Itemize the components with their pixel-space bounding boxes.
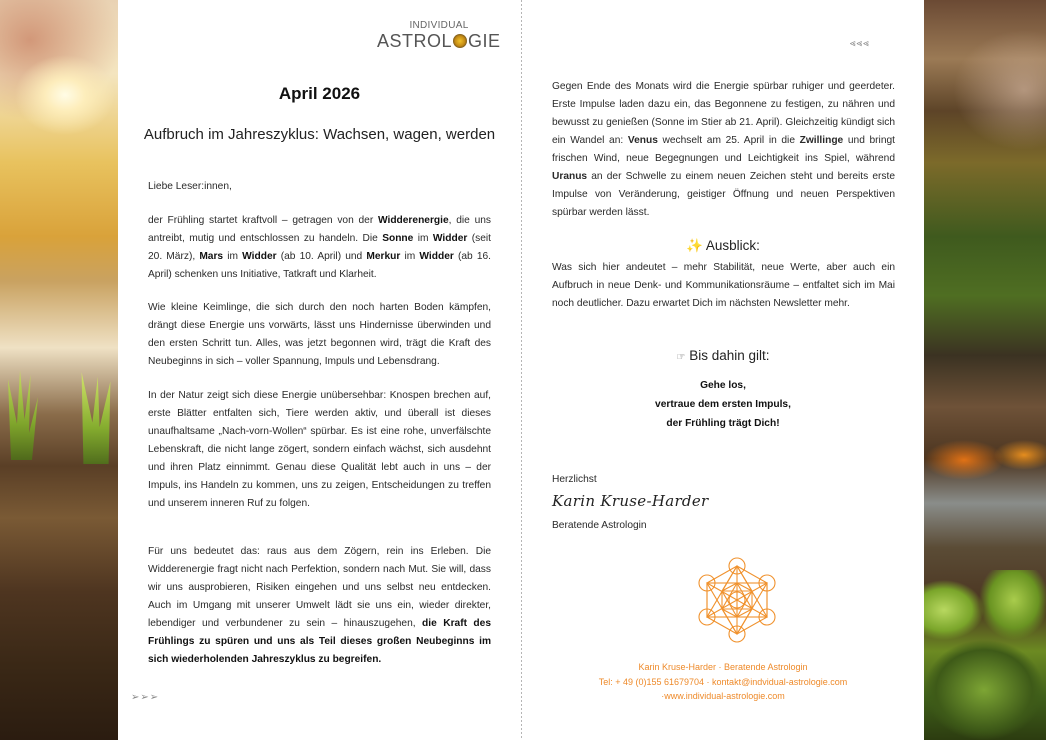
- right-page: [522, 0, 924, 740]
- motto: [522, 376, 924, 433]
- paragraph-monatsende: Gegen Ende des Monats wird die Energie spürbar ruhiger und geerdeter. Erste Impulse laden dazu ein, das Begonnene zu festigen, zu nähren und bewusst zu genießen (Sonne im Stier ab 21. April). Gleichzeitig kündigt sich ein Wandel an: Venus wechselt am 25. April in die Zwillinge und bringt frischen Wind, neue Begegnungen und Leichtigkeit ins Spiel, während Uranus an der Schwelle zu einem neuen Zeichen steht und bereits erste Impulse von Veränderung, geistiger Öffnung und neuen Perspektiven spürbar werden lässt.: [552, 81, 895, 218]
- metatrons-cube-icon: [696, 556, 778, 644]
- motto-line: vertraue dem ersten Impuls,: [655, 399, 791, 410]
- paragraph-widder: der Frühling startet kraftvoll – getragen von der Widderenergie, die uns antreibt, mutig und entschlossen zu handeln. Die Sonne im Widder (seit 20. März), Mars im Widder (ab 10. April) und Merkur im Widder (ab 16. April) schenken uns Initiative, Tatkraft und Klarheit.: [148, 215, 491, 280]
- footer-contact-line[interactable]: Tel: + 49 (0)155 61679704 · kontakt@indvidual-astrologie.com: [598, 676, 848, 687]
- ausblick-heading: ✨ Ausblick:: [686, 238, 760, 253]
- logo-main-before: ASTROL: [377, 31, 453, 51]
- left-page: [118, 0, 521, 740]
- ausblick-text: Was sich hier andeutet – mehr Stabilität, neue Werte, aber auch ein Aufbruch in neue Denk- und Kommunikationsräume – entfaltet sich im Mai noch deutlicher. Dazu erwartet Dich im nächsten Newsletter mehr.: [552, 262, 895, 309]
- motto-line: der Frühling trägt Dich!: [666, 418, 780, 429]
- paragraph-keimlinge: Wie kleine Keimlinge, die sich durch den noch harten Boden kämpfen, drängt diese Energie uns vorwärts, lässt uns Hindernisse überwinden und den ersten Schritt tun. Alles, was jetzt begonnen wird, trägt die Kraft des Neubeginns in sich – voller Spannung, Impuls und Lebensdrang.: [148, 302, 491, 367]
- contact-footer: [522, 660, 924, 704]
- signature: Karin Kruse-Harder: [552, 492, 709, 510]
- prev-page-arrows-icon[interactable]: ⪡⪡⪡: [850, 38, 870, 49]
- page-title: April 2026: [278, 84, 361, 103]
- motto-line: Gehe los,: [700, 380, 746, 391]
- footer-name-line: Karin Kruse-Harder · Beratende Astrologin: [638, 662, 808, 672]
- sun-o-icon: [453, 34, 467, 48]
- pointing-hand-icon: ☞: [676, 352, 686, 363]
- bis-dahin-heading: ☞ Bis dahin gilt:: [676, 348, 770, 363]
- greeting: Liebe Leser:innen,: [148, 181, 232, 192]
- logo-main-after: GIE: [468, 31, 501, 51]
- logo-top-text: INDIVIDUAL: [409, 20, 469, 31]
- page-subtitle: Aufbruch im Jahreszyklus: Wachsen, wagen, werden: [143, 126, 496, 143]
- individual-astrologie-logo: [377, 20, 501, 51]
- logo-main-text: [377, 31, 501, 51]
- paragraph-bedeutung: Für uns bedeutet das: raus aus dem Zögern, rein ins Erleben. Die Widderenergie fragt nicht nach Perfektion, sondern nach Mut. Sie will, dass wir uns ausprobieren, Risiken eingehen und uns selbst neu entdecken. Auch im Umgang mit unserer Umwelt lädt sie uns ein, wieder direkter, lebendiger und verbundener zu sein – hinauszugehen, die Kraft des Frühlings zu spüren und uns als Teil dieses großen Neubeginns im sich wiederholenden Jahreszyklus zu begreifen.: [148, 546, 491, 665]
- closing: Herzlichst: [552, 474, 597, 485]
- next-page-arrows-icon[interactable]: ➢➢➢: [131, 692, 160, 703]
- footer-website-link[interactable]: ·www.individual-astrologie.com: [661, 691, 785, 701]
- sparkles-icon: ✨: [686, 238, 703, 253]
- author-role: Beratende Astrologin: [552, 520, 647, 531]
- spring-sunlight-photo: [0, 0, 118, 740]
- paragraph-natur: In der Natur zeigt sich diese Energie unübersehbar: Knospen brechen auf, erste Blätter entfalten sich, Tiere werden aktiv, und überall ist dieses unaufhaltsame „Nach-vorn-Wollen“ spürbar. Es ist eine rohe, unverfälschte Lebenskraft, die nicht lange zögert, sondern einfach wächst, sich ausdehnt und ihren Platz einnimmt. Genau diese Qualität lebt auch in uns – der Impuls, ins Handeln zu kommen, uns zu zeigen, Entscheidungen zu treffen und unserem inneren Ruf zu folgen.: [148, 390, 491, 509]
- spring-riverbank-photo: [924, 0, 1046, 740]
